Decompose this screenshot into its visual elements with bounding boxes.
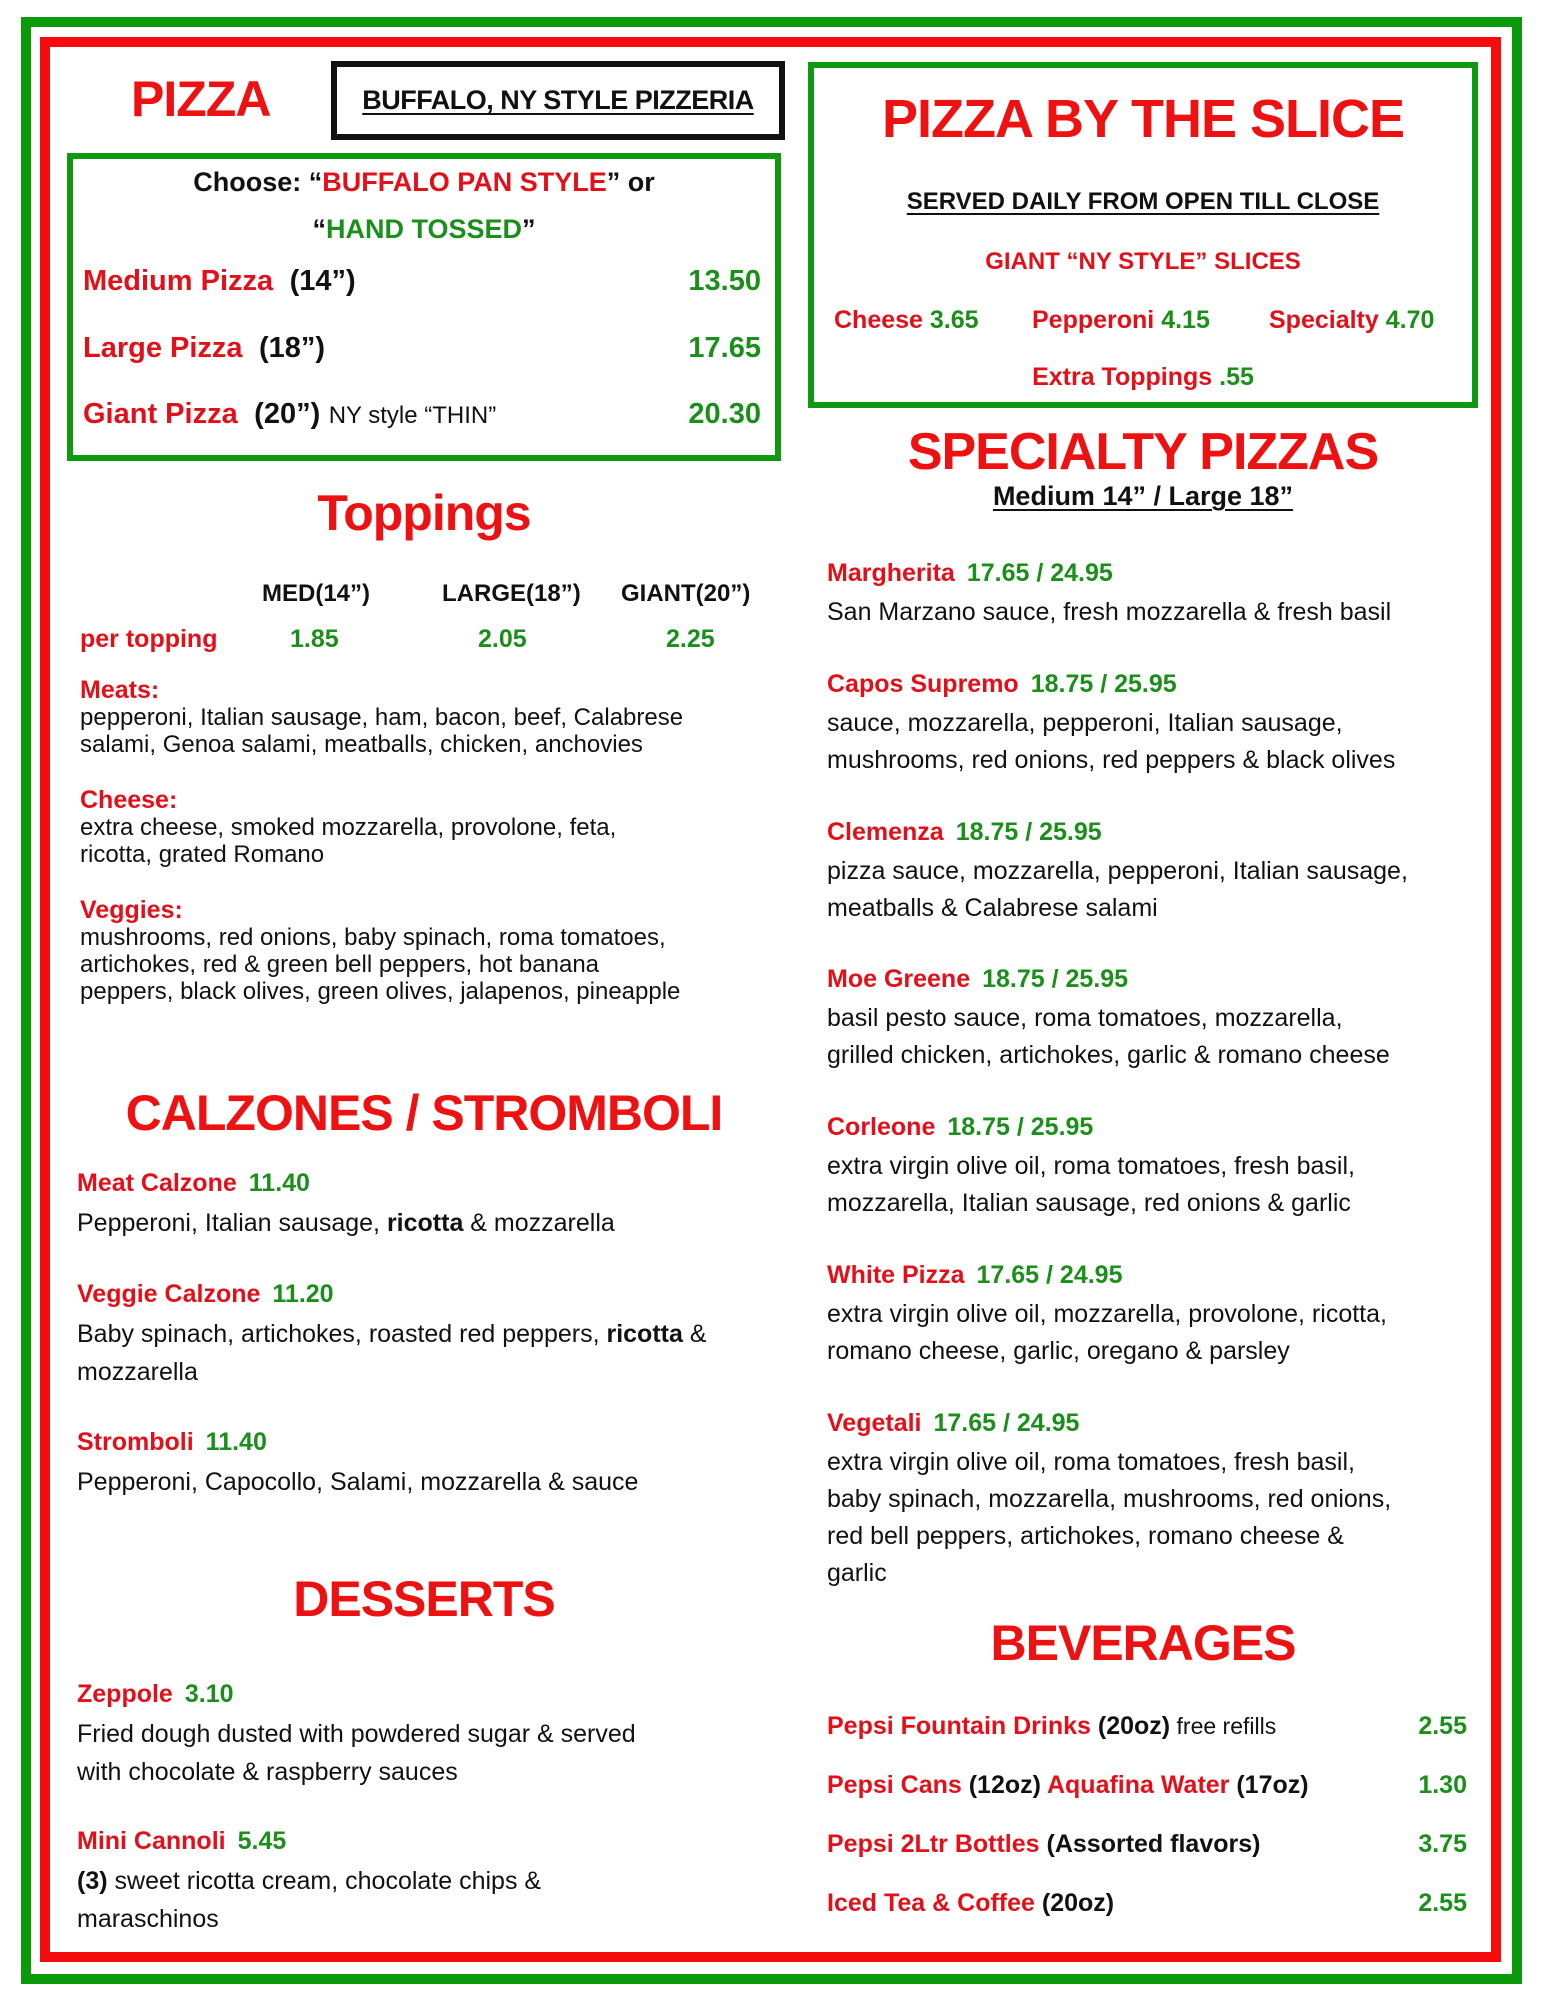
slice-title: PIZZA BY THE SLICE	[881, 89, 1405, 149]
price: 13.50	[688, 265, 761, 297]
beverage-row: Iced Tea & Coffee (20oz) 2.55	[827, 1889, 1467, 1917]
slice-item-pepperoni: Pepperoni 4.15	[1032, 306, 1210, 334]
toppings-col-giant: GIANT(20”)	[621, 580, 751, 607]
beverages-title: BEVERAGES	[990, 1615, 1296, 1671]
topping-group-meats: Meats: pepperoni, Italian sausage, ham, bacon, beef, Calabrese salami, Genoa salami, meatballs, chicken, anchovies	[80, 676, 684, 758]
pizza-sizes-box	[67, 153, 781, 461]
dessert-item: Mini Cannoli 5.45 (3) sweet ricotta cream, chocolate chips & maraschinos	[77, 1827, 542, 1933]
toppings-col-med: MED(14”)	[262, 580, 371, 607]
crust-style-buffalo: BUFFALO PAN STYLE	[322, 167, 607, 197]
slice-extra-toppings: Extra Toppings .55	[1032, 363, 1254, 391]
specialty-item-vegetali: Vegetali 17.65 / 24.95 extra virgin olive oil, roma tomatoes, fresh basil, baby spinach, mozzarella, mushrooms, red onions, red bell peppers, artichokes, romano cheese & garlic	[827, 1409, 1392, 1587]
crust-choice-line-2: “HAND TOSSED”	[312, 214, 536, 244]
topping-group-veggies: Veggies: mushrooms, red onions, baby spinach, roma tomatoes, artichokes, red & green bell peppers, hot banana peppers, black olives, green olives, jalapenos, pineapple	[80, 896, 681, 1005]
calzone-item: Stromboli 11.40 Pepperoni, Capocollo, Salami, mozzarella & sauce	[77, 1428, 639, 1496]
price: 2.55	[1418, 1889, 1467, 1917]
specialty-sizes-subtitle: Medium 14” / Large 18”	[992, 481, 1294, 511]
specialty-item-margherita: Margherita 17.65 / 24.95 San Marzano sauce, fresh mozzarella & fresh basil	[827, 559, 1392, 626]
slice-giant-ny-style: GIANT “NY STYLE” SLICES	[985, 248, 1301, 275]
specialty-item-clemenza: Clemenza 18.75 / 25.95 pizza sauce, mozzarella, pepperoni, Italian sausage, meatballs & Calabrese salami	[827, 818, 1408, 922]
dessert-item: Zeppole 3.10 Fried dough dusted with powdered sugar & served with chocolate & raspberry sauces	[77, 1680, 636, 1786]
specialty-item-capos-supremo: Capos Supremo 18.75 / 25.95 sauce, mozzarella, pepperoni, Italian sausage, mushrooms, red onions, red peppers & black olives	[827, 670, 1396, 774]
beverage-row: Pepsi Fountain Drinks (20oz) free refills 2.55	[827, 1712, 1467, 1740]
slice-item-cheese: Cheese 3.65	[834, 306, 979, 334]
crust-choice-line-1: Choose: “BUFFALO PAN STYLE” or	[193, 167, 655, 197]
pizzeria-tagline-box	[331, 61, 785, 140]
topping-price-med: 1.85	[290, 625, 339, 653]
pizza-size-row: Medium Pizza (14”) 13.50	[83, 265, 761, 297]
beverage-row: Pepsi Cans (12oz) Aquafina Water (17oz) 1.30	[827, 1771, 1467, 1799]
price: 17.65	[688, 332, 761, 364]
pizza-title: PIZZA	[131, 71, 271, 127]
slice-item-specialty: Specialty 4.70	[1269, 306, 1435, 334]
pizza-size-row: Giant Pizza (20”) NY style “THIN” 20.30	[83, 398, 761, 430]
calzone-item: Veggie Calzone 11.20 Baby spinach, artichokes, roasted red peppers, ricotta & mozzarella	[77, 1280, 707, 1386]
topping-price-large: 2.05	[478, 625, 527, 653]
specialty-item-moe-greene: Moe Greene 18.75 / 25.95 basil pesto sauce, roma tomatoes, mozzarella, grilled chicken, artichokes, garlic & romano cheese	[827, 965, 1390, 1069]
pizzeria-tagline: BUFFALO, NY STYLE PIZZERIA	[362, 85, 754, 115]
specialty-item-white-pizza: White Pizza 17.65 / 24.95 extra virgin olive oil, mozzarella, provolone, ricotta, romano cheese, garlic, oregano & parsley	[827, 1261, 1387, 1365]
topping-price-giant: 2.25	[666, 625, 715, 653]
pizza-size-row: Large Pizza (18”) 17.65	[83, 332, 761, 364]
specialty-title: SPECIALTY PIZZAS	[907, 423, 1379, 481]
price: 20.30	[688, 398, 761, 430]
beverage-row: Pepsi 2Ltr Bottles (Assorted flavors) 3.75	[827, 1830, 1467, 1858]
toppings-title: Toppings	[317, 485, 531, 541]
specialty-item-corleone: Corleone 18.75 / 25.95 extra virgin olive oil, roma tomatoes, fresh basil, mozzarella, Italian sausage, red onions & garlic	[827, 1113, 1355, 1217]
desserts-title: DESSERTS	[293, 1571, 555, 1627]
pizza-by-slice-box	[808, 62, 1478, 408]
slice-served-hours: SERVED DAILY FROM OPEN TILL CLOSE	[906, 188, 1380, 215]
per-topping-label: per topping	[80, 625, 218, 653]
calzones-title: CALZONES / STROMBOLI	[125, 1085, 723, 1141]
calzone-item: Meat Calzone 11.40 Pepperoni, Italian sausage, ricotta & mozzarella	[77, 1169, 615, 1237]
crust-style-hand-tossed: HAND TOSSED	[325, 214, 523, 244]
toppings-col-large: LARGE(18”)	[442, 580, 581, 607]
price: 1.30	[1418, 1771, 1467, 1799]
price: 2.55	[1418, 1712, 1467, 1740]
price: 3.75	[1418, 1830, 1467, 1858]
topping-group-cheese: Cheese: extra cheese, smoked mozzarella, provolone, feta, ricotta, grated Romano	[80, 786, 617, 868]
